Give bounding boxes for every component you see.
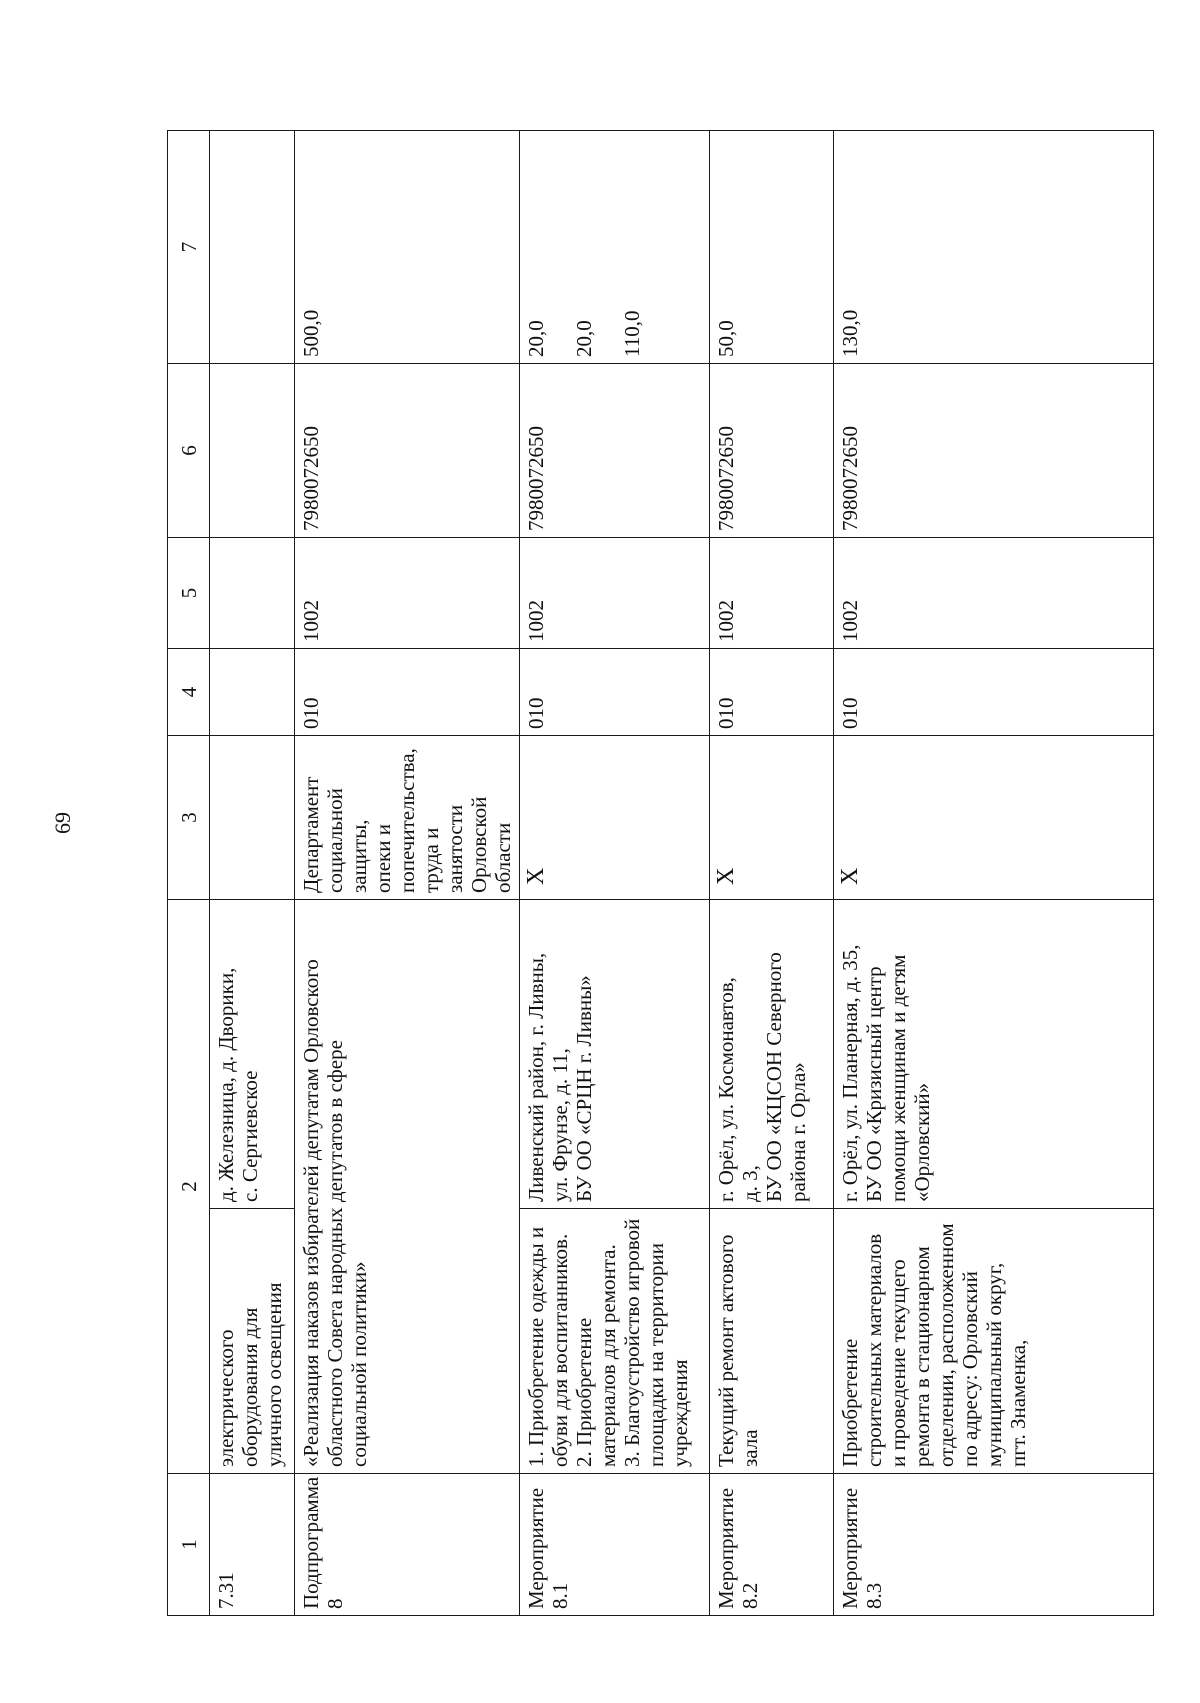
section-code: 1002 (520, 538, 710, 649)
row-id: Мероприятие 8.1 (520, 1474, 710, 1616)
executor-cell (210, 736, 295, 900)
row-id: Подпрограмма 8 (295, 1474, 520, 1616)
executor-cell: Х (710, 736, 834, 900)
grbs-code (210, 649, 295, 736)
column-number-row (168, 131, 210, 1616)
subprogram-title: «Реализация наказов избирателей депутатам Орловского областного Совета народных депутатов в сфере социальной политики» (295, 900, 520, 1474)
target-article-code: 7980072650 (520, 364, 710, 538)
column-number-6: 6 (168, 364, 210, 538)
column-number-1: 1 (168, 1474, 210, 1616)
address-text: Ливенский район, г. Ливны, ул. Фрунзе, д. 11, БУ ОО «СРЦН г. Ливны» (520, 900, 710, 1209)
measure-text: 1. Приобретение одежды и обуви для воспитанников. 2. Приобретение материалов для ремонта. 3. Благоустройство игровой площадки на территории учреждения (520, 1209, 710, 1474)
row-id: 7.31 (210, 1474, 295, 1616)
address-text: г. Орёл, ул. Космонавтов, д. 3, БУ ОО «КЦСОН Северного района г. Орла» (710, 900, 834, 1209)
section-code: 1002 (834, 538, 1154, 649)
measure-text: Текущий ремонт актового зала (710, 1209, 834, 1474)
row-id: Мероприятие 8.2 (710, 1474, 834, 1616)
page-number: 69 (50, 812, 75, 834)
table-row-7-31 (210, 131, 295, 1616)
table-row-measure-8-3 (834, 131, 1154, 1616)
amount-value: 130,0 (834, 131, 1154, 364)
amount-value: 20,0 20,0 110,0 (520, 131, 710, 364)
section-code: 1002 (295, 538, 520, 649)
address-text: д. Железница, д. Дворики, с. Сергиевское (210, 900, 295, 1209)
budget-table (167, 130, 1154, 1616)
amount-value (210, 131, 295, 364)
table-row-measure-8-2 (710, 131, 834, 1616)
table-row-measure-8-1 (520, 131, 710, 1616)
column-number-5: 5 (168, 538, 210, 649)
table-row-subprogram-8 (295, 131, 520, 1616)
row-id: Мероприятие 8.3 (834, 1474, 1154, 1616)
measure-text: электрического оборудования для уличного освещения (210, 1209, 295, 1474)
target-article-code: 7980072650 (295, 364, 520, 538)
executor-cell: Х (834, 736, 1154, 900)
column-number-7: 7 (168, 131, 210, 364)
target-article-code: 7980072650 (710, 364, 834, 538)
grbs-code: 010 (834, 649, 1154, 736)
column-number-4: 4 (168, 649, 210, 736)
amount-value: 500,0 (295, 131, 520, 364)
column-number-2: 2 (168, 900, 210, 1474)
address-text: г. Орёл, ул. Планерная, д. 35, БУ ОО «Кризисный центр помощи женщинам и детям «Орловский» (834, 900, 1154, 1209)
grbs-code: 010 (520, 649, 710, 736)
target-article-code: 7980072650 (834, 364, 1154, 538)
executor-cell: Департамент социальной защиты, опеки и попечительства, труда и занятости Орловской области (295, 736, 520, 900)
section-code (210, 538, 295, 649)
amount-value: 50,0 (710, 131, 834, 364)
executor-cell: Х (520, 736, 710, 900)
grbs-code: 010 (710, 649, 834, 736)
target-article-code (210, 364, 295, 538)
column-number-3: 3 (168, 736, 210, 900)
section-code: 1002 (710, 538, 834, 649)
measure-text: Приобретение строительных материалов и проведение текущего ремонта в стационарном отделении, расположенном по адресу: Орловский муниципальный округ, пгт. Знаменка, (834, 1209, 1154, 1474)
grbs-code: 010 (295, 649, 520, 736)
